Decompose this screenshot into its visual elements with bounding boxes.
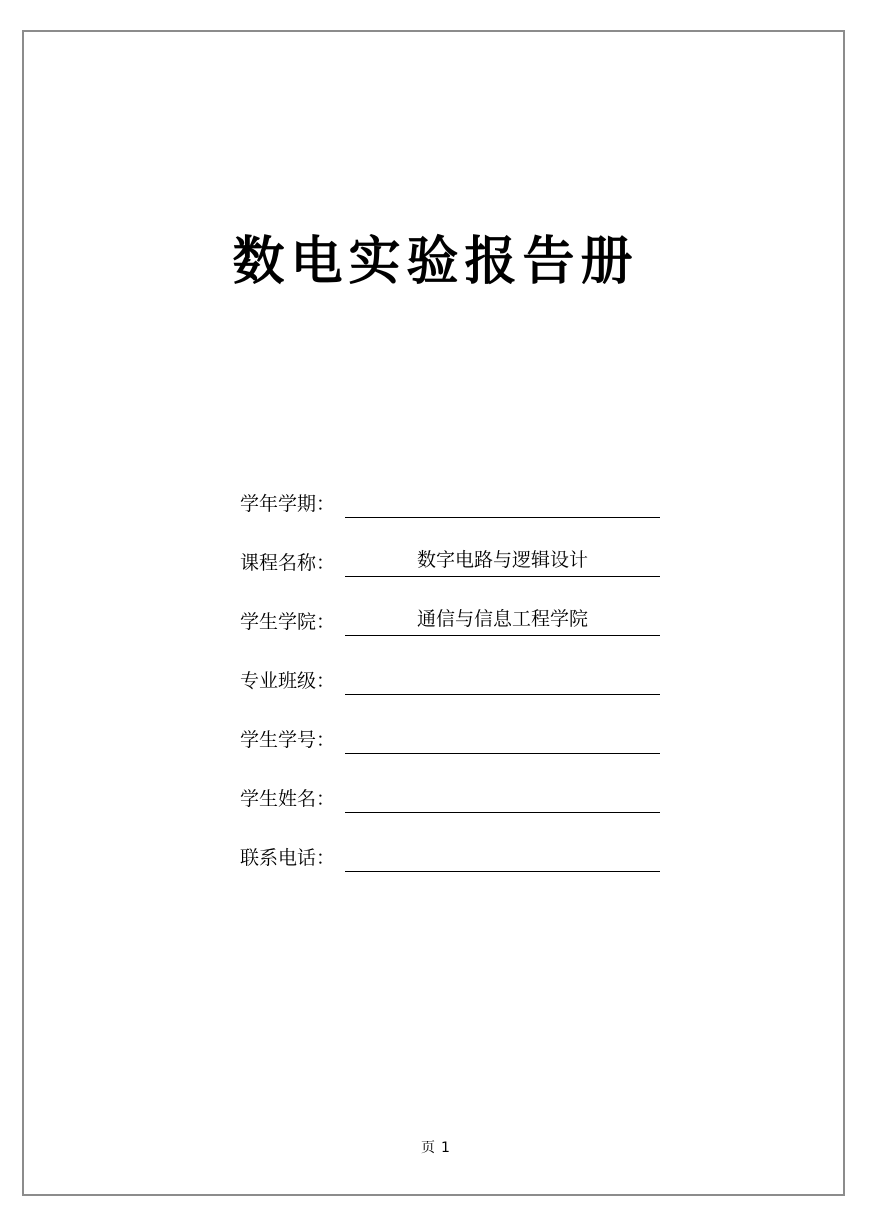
document-page — [22, 30, 845, 1196]
page-number: 1 — [441, 1140, 450, 1156]
field-value-phone[interactable] — [345, 842, 660, 872]
field-value-course-name[interactable]: 数字电路与逻辑设计 — [345, 547, 660, 577]
field-label-major-class: 专业班级： — [240, 670, 336, 692]
field-row-student-id — [240, 720, 660, 754]
page-footer — [24, 1139, 847, 1157]
field-value-student-id[interactable] — [345, 724, 660, 754]
report-title: 数电实验报告册 — [232, 232, 639, 292]
field-row-student-name — [240, 779, 660, 813]
field-value-college[interactable]: 通信与信息工程学院 — [345, 606, 660, 636]
field-label-semester: 学年学期： — [240, 493, 336, 515]
field-row-semester — [240, 484, 660, 518]
field-label-student-id: 学生学号： — [240, 729, 336, 751]
field-label-course-name: 课程名称： — [240, 552, 336, 574]
field-value-major-class[interactable] — [345, 665, 660, 695]
field-value-student-name[interactable] — [345, 783, 660, 813]
field-row-college — [240, 602, 660, 636]
field-value-semester[interactable] — [345, 488, 660, 518]
field-row-major-class — [240, 661, 660, 695]
page-label: 页 — [421, 1140, 436, 1156]
field-label-phone: 联系电话： — [240, 847, 336, 869]
field-row-phone — [240, 838, 660, 872]
field-row-course-name — [240, 543, 660, 577]
info-form — [24, 32, 843, 1194]
field-label-student-name: 学生姓名： — [240, 788, 336, 810]
field-label-college: 学生学院： — [240, 611, 336, 633]
